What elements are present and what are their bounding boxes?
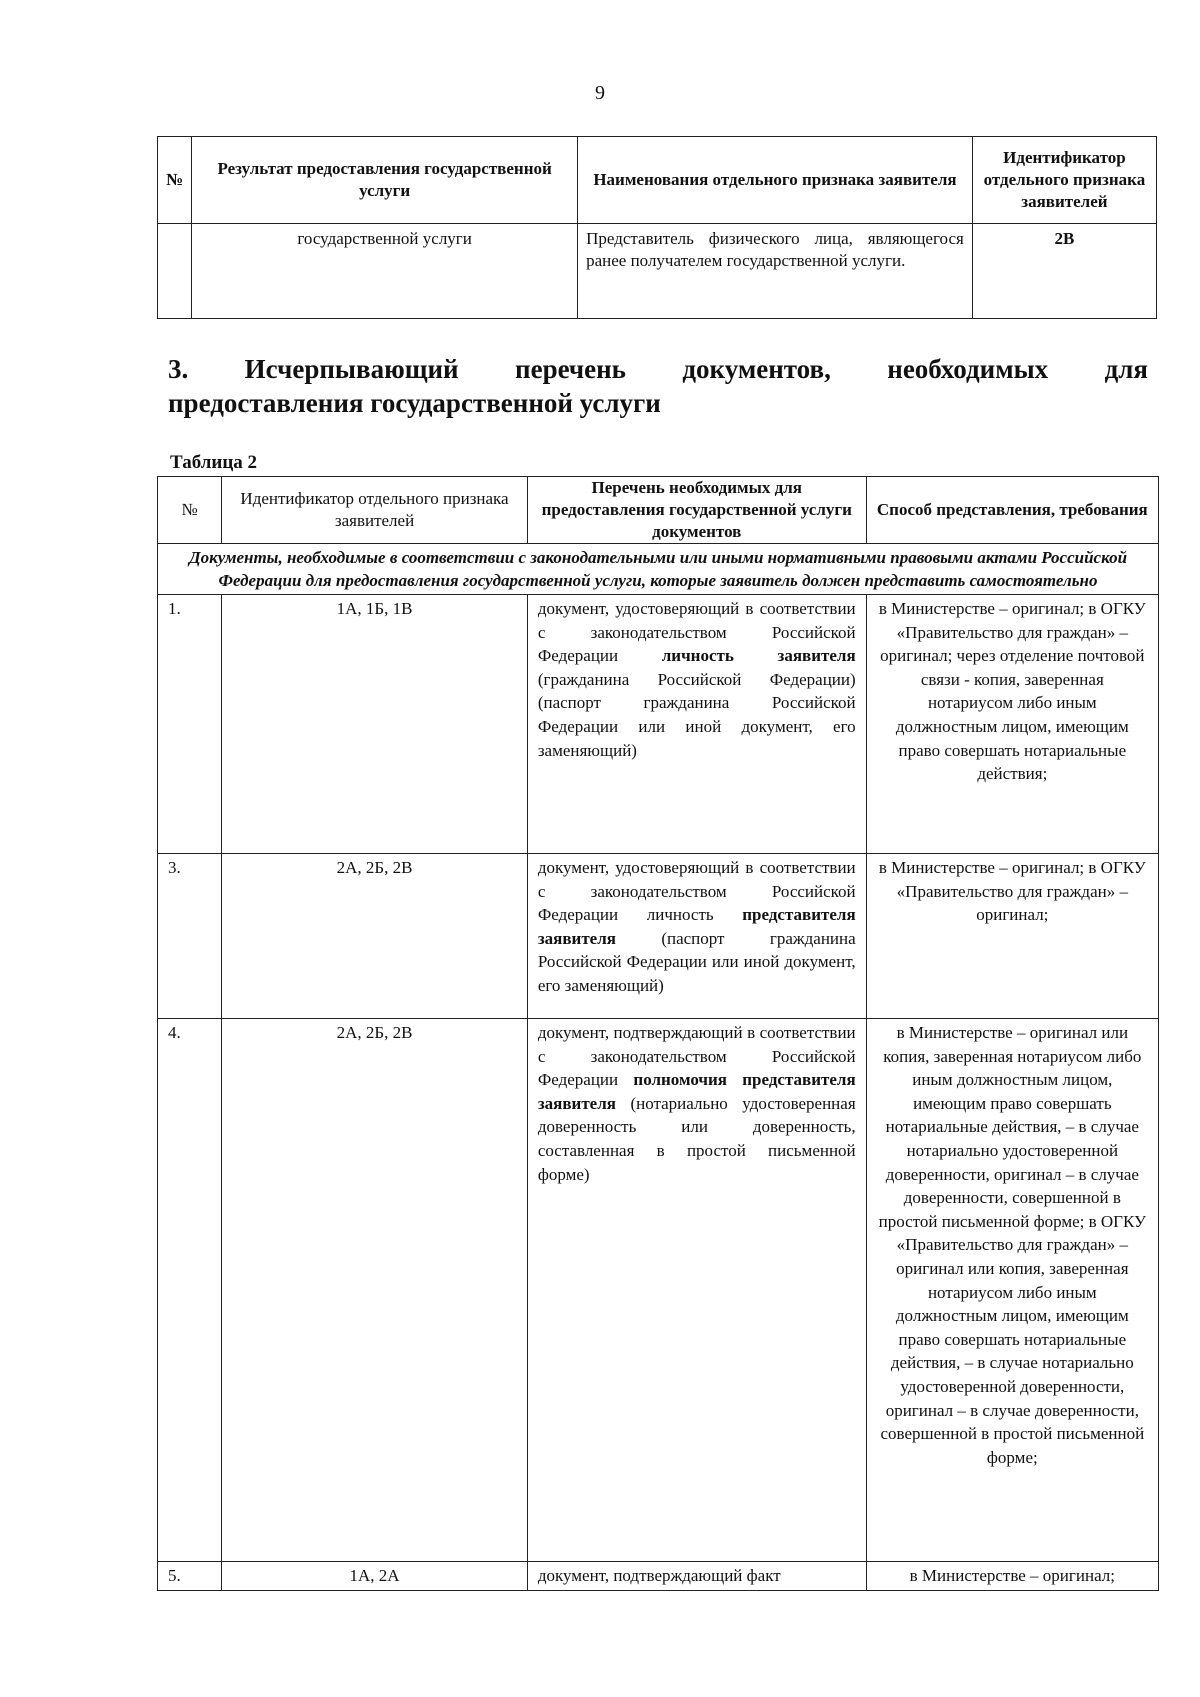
table-header-row	[158, 477, 1159, 544]
header-result: Результат предоставления государственной услуги	[192, 137, 578, 224]
results-table	[157, 136, 1157, 319]
page-number: 9	[595, 82, 605, 104]
table-row	[158, 595, 1159, 854]
document-text: (нотариально удостоверенная доверенность или доверенность, составленная в простой письменной форме)	[537, 1093, 856, 1184]
document-text-bold: личность заявителя	[661, 646, 856, 666]
cell-identifier: 1А, 2А	[222, 1562, 528, 1591]
table-row	[158, 1019, 1159, 1562]
document-text: (паспорт гражданина Российской Федерации или иной документ, его заменяющий)	[537, 928, 856, 995]
cell-identifier: 2В	[972, 224, 1156, 319]
section-heading-line2: предоставления государственной услуги	[168, 388, 661, 418]
cell-identifier: 1А, 1Б, 1В	[222, 595, 528, 854]
document-text: документ, удостоверяющий в соответствии с законодательством Российской Федерации личность	[537, 858, 856, 925]
group-title: Документы, необходимые в соответствии с законодательными или иными нормативными правовыми актами Российской Федерации для предоставления государственной услуги, которые заявитель должен представить самостоятельно	[158, 544, 1159, 595]
document-text: документ, подтверждающий в соответствии с законодательством Российской Федерации	[537, 1023, 856, 1090]
cell-method: в Министерстве – оригинал или копия, заверенная нотариусом либо иным должностным лицом, имеющим право совершать нотариальные действия, – в случае нотариально удостоверенной доверенности, оригинал – в случае доверенности, совершенной в простой письменной форме; в ОГКУ «Правительство для граждан» – оригинал или копия, заверенная нотариусом либо иным должностным лицом, имеющим право совершать нотариальные действия, – в случае нотариально удостоверенной доверенности, оригинал – в случае доверенности, совершенной в простой письменной форме;	[866, 1019, 1158, 1562]
document-text-bold: представителя заявителя	[537, 905, 856, 948]
section-heading-line1: 3. Исчерпывающий перечень документов, необходимых для	[168, 354, 1148, 384]
cell-num	[158, 224, 192, 319]
cell-num: 4.	[158, 1019, 222, 1562]
cell-num: 3.	[158, 854, 222, 1019]
document-text-bold: полномочия представителя заявителя	[537, 1070, 856, 1113]
group-row	[158, 544, 1159, 595]
header-method: Способ представления, требования	[866, 477, 1158, 544]
table-row	[158, 854, 1159, 1019]
cell-num: 5.	[158, 1562, 222, 1591]
cell-document	[527, 1019, 866, 1562]
section-heading	[168, 352, 1148, 420]
cell-identifier: 2А, 2Б, 2В	[222, 1019, 528, 1562]
cell-result: государственной услуги	[192, 224, 578, 319]
cell-document	[527, 595, 866, 854]
header-identifier: Идентификатор отдельного признака заявителей	[972, 137, 1156, 224]
document-text: (гражданина Российской Федерации) (паспорт гражданина Российской Федерации или иной документ, его заменяющий)	[537, 669, 856, 760]
cell-method: в Министерстве – оригинал; в ОГКУ «Правительство для граждан» – оригинал; через отделение почтовой связи - копия, заверенная нотариусом либо иным должностным лицом, имеющим право совершать нотариальные действия;	[866, 595, 1158, 854]
document-text: документ, удостоверяющий в соответствии с законодательством Российской Федерации	[537, 599, 856, 666]
cell-document	[527, 1562, 866, 1591]
table-caption: Таблица 2	[170, 452, 258, 473]
table-row	[158, 1562, 1159, 1591]
table-row	[158, 224, 1157, 319]
cell-num: 1.	[158, 595, 222, 854]
cell-identifier: 2А, 2Б, 2В	[222, 854, 528, 1019]
cell-method: в Министерстве – оригинал; в ОГКУ «Правительство для граждан» – оригинал;	[866, 854, 1158, 1019]
cell-applicant-feature: Представитель физического лица, являющегося ранее получателем государственной услуги.	[578, 224, 973, 319]
table-header-row	[158, 137, 1157, 224]
header-documents: Перечень необходимых для предоставления государственной услуги документов	[527, 477, 866, 544]
cell-document	[527, 854, 866, 1019]
header-num: №	[158, 137, 192, 224]
header-applicant-feature: Наименования отдельного признака заявителя	[578, 137, 973, 224]
header-identifier: Идентификатор отдельного признака заявителей	[222, 477, 528, 544]
document-text: документ, подтверждающий факт	[537, 1566, 781, 1585]
header-num: №	[158, 477, 222, 544]
documents-table	[157, 476, 1159, 1591]
cell-method: в Министерстве – оригинал;	[866, 1562, 1158, 1591]
